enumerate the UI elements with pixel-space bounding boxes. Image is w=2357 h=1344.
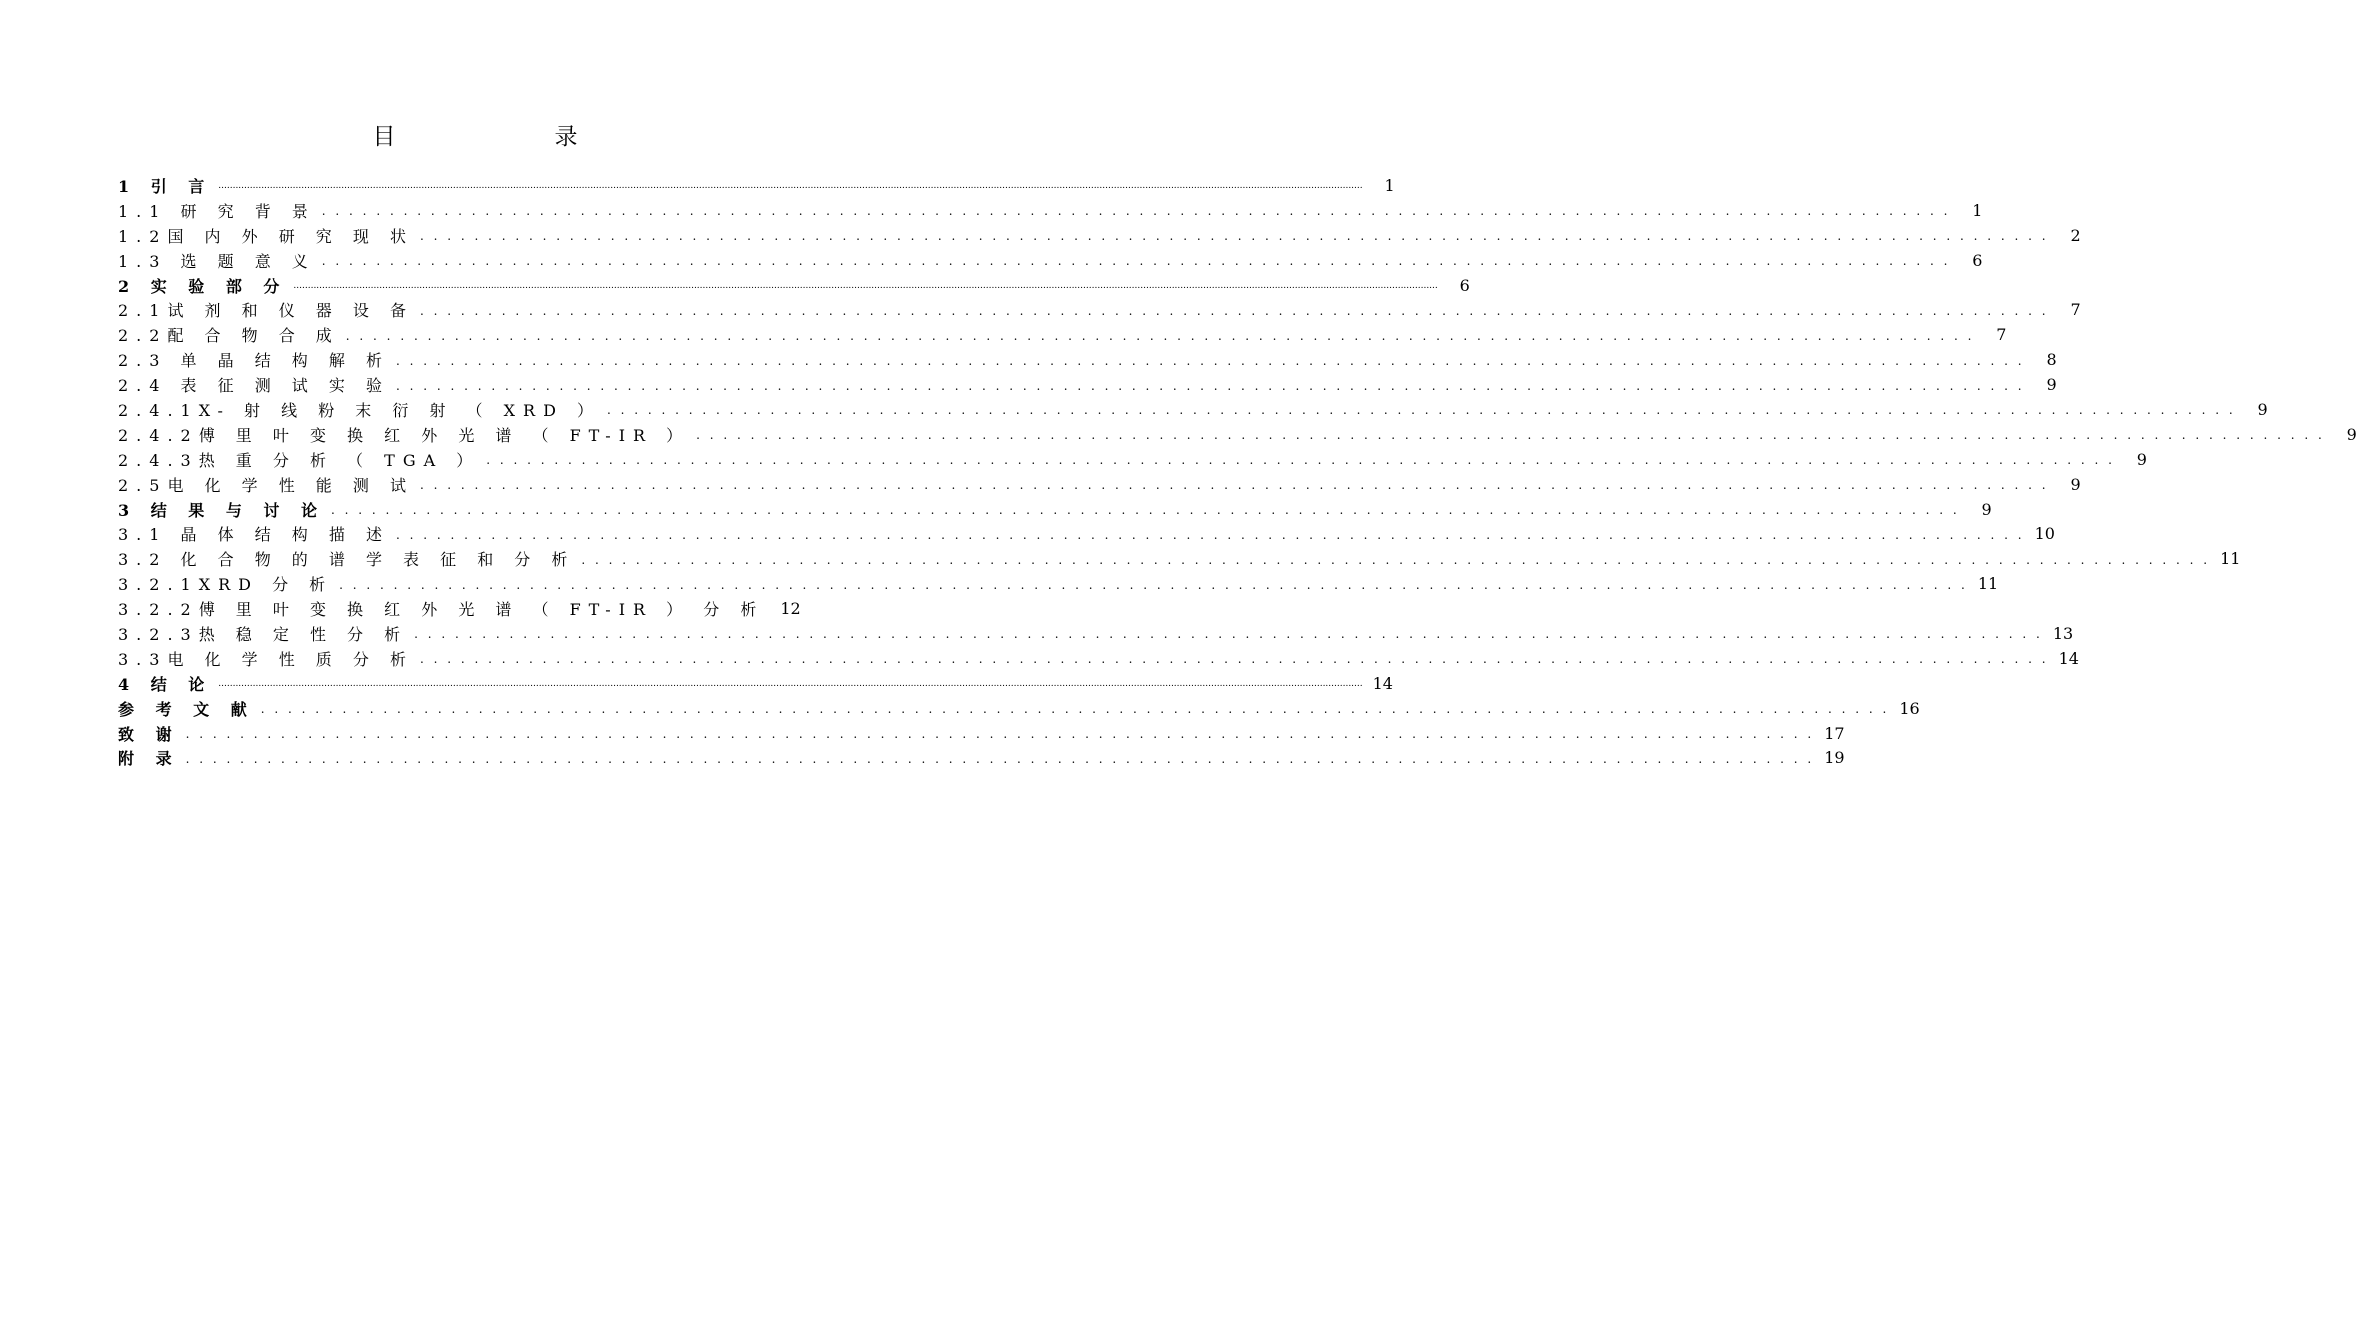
toc-entry-page-number: 11 [2220,549,2241,569]
toc-entry[interactable] [118,397,2268,422]
dot-leader: . . . . . . . . . . . . . . . . . . . . . . . . . . . . . . . . . . . . . . . . . . . . . . . . . . . . . . . . . . . . . . . . . . . . . . . . . . . . . . . . . . . . . . . . . . . . . . . . . . . . . . . . . . . . . . . . . . . . . . . . [581,552,2211,567]
toc-entry-page-number: 14 [2058,648,2079,668]
toc-entry-label: 3.1 晶 体 结 构 描 述 [118,525,390,545]
toc-entry-label: 1.1 研 究 背 景 [118,201,316,221]
dot-leader: . . . . . . . . . . . . . . . . . . . . . . . . . . . . . . . . . . . . . . . . . . . . . . . . . . . . . . . . . . . . . . . . . . . . . . . . . . . . . . . . . . . . . . . . . . . . . . . . . . . . . . . . . . . . . . . . . . . . . . . . [486,453,2115,468]
toc-entry-label: 1.3 选 题 意 义 [118,251,316,271]
toc-entry-page-number: 1 [1972,200,1983,220]
toc-entry[interactable] [118,223,2081,248]
dot-leader: ................................................................................................................................................................................................................................................................................................................................................................................................................ [218,679,1363,690]
toc-entry-label: 1.2国 内 外 研 究 现 状 [118,226,414,246]
toc-entry-label: 4 结 论 [118,674,213,694]
toc-entry[interactable] [118,372,2057,397]
toc-entry-label: 2.3 单 晶 结 构 解 析 [118,351,390,371]
dot-leader: . . . . . . . . . . . . . . . . . . . . . . . . . . . . . . . . . . . . . . . . . . . . . . . . . . . . . . . . . . . . . . . . . . . . . . . . . . . . . . . . . . . . . . . . . . . . . . . . . . . . . . . . . . . . . . . . . . . . . . . . [339,577,1968,592]
dot-leader: . . . . . . . . . . . . . . . . . . . . . . . . . . . . . . . . . . . . . . . . . . . . . . . . . . . . . . . . . . . . . . . . . . . . . . . . . . . . . . . . . . . . . . . . . . . . . . . . . . . . . . . . . . . . . . . . . . . . . . . . [419,478,2049,493]
toc-entry-page-number: 1 [1384,175,1395,195]
toc-entry-page-number: 9 [1981,499,1992,519]
toc-entry[interactable] [118,322,2007,347]
toc-entry-page-number: 11 [1977,574,1999,594]
toc-entry-page-number: 8 [2046,350,2057,370]
dot-leader: . . . . . . . . . . . . . . . . . . . . . . . . . . . . . . . . . . . . . . . . . . . . . . . . . . . . . . . . . . . . . . . . . . . . . . . . . . . . . . . . . . . . . . . . . . . . . . . . . . . . . . . . . . . . . . . . . . . . . . . . [395,378,2025,393]
toc-entry-page-number: 6 [1972,250,1983,270]
toc-entry-page-number: 19 [1824,748,1845,768]
dot-leader: . . . . . . . . . . . . . . . . . . . . . . . . . . . . . . . . . . . . . . . . . . . . . . . . . . . . . . . . . . . . . . . . . . . . . . . . . . . . . . . . . . . . . . . . . . . . . . . . . . . . . . . . . . . . . . . . . . . . . . . . [185,751,1815,766]
toc-entry[interactable] [118,422,2357,447]
dot-leader: . . . . . . . . . . . . . . . . . . . . . . . . . . . . . . . . . . . . . . . . . . . . . . . . . . . . . . . . . . . . . . . . . . . . . . . . . . . . . . . . . . . . . . . . . . . . . . . . . . . . . . . . . . . . . . . . . . . . . . . . [331,503,1960,518]
toc-entry-label: 2 实 验 部 分 [118,276,288,296]
toc-entry[interactable] [118,497,1992,522]
toc-entry[interactable] [118,198,1983,223]
toc-entry[interactable] [118,646,2079,671]
dot-leader: . . . . . . . . . . . . . . . . . . . . . . . . . . . . . . . . . . . . . . . . . . . . . . . . . . . . . . . . . . . . . . . . . . . . . . . . . . . . . . . . . . . . . . . . . . . . . . . . . . . . . . . . . . . . . . . . . . . . . . . . [414,627,2043,642]
toc-entry[interactable] [118,745,1845,770]
toc-entry-page-number: 6 [1459,275,1470,295]
toc-entry-page-number: 9 [2346,424,2357,444]
dot-leader: . . . . . . . . . . . . . . . . . . . . . . . . . . . . . . . . . . . . . . . . . . . . . . . . . . . . . . . . . . . . . . . . . . . . . . . . . . . . . . . . . . . . . . . . . . . . . . . . . . . . . . . . . . . . . . . . . . . . . . . . [345,328,1975,343]
toc-entry-page-number: 13 [2052,623,2074,643]
table-of-contents [118,173,2357,770]
dot-leader: . . . . . . . . . . . . . . . . . . . . . . . . . . . . . . . . . . . . . . . . . . . . . . . . . . . . . . . . . . . . . . . . . . . . . . . . . . . . . . . . . . . . . . . . . . . . . . . . . . . . . . . . . . . . . . . . . . . . . . . . [260,702,1890,717]
toc-entry-page-number: 9 [2070,474,2081,494]
toc-entry[interactable] [118,696,1920,721]
toc-entry[interactable] [118,546,2241,571]
toc-entry[interactable] [118,521,2055,546]
toc-entry[interactable] [118,248,1983,273]
toc-entry[interactable] [118,671,1393,696]
toc-entry-label: 2.2配 合 物 合 成 [118,326,340,346]
toc-entry-page-number: 2 [2070,225,2081,245]
dot-leader: . . . . . . . . . . . . . . . . . . . . . . . . . . . . . . . . . . . . . . . . . . . . . . . . . . . . . . . . . . . . . . . . . . . . . . . . . . . . . . . . . . . . . . . . . . . . . . . . . . . . . . . . . . . . . . . . . . . . . . . . [321,254,1951,269]
toc-entry-label: 3.2.2傅 里 叶 变 换 红 外 光 谱 （ FT-IR ） 分 析 [118,600,765,620]
toc-entry[interactable] [118,571,1999,596]
toc-entry-page-number: 7 [1996,325,2007,345]
toc-entry-page-number: 17 [1824,723,1845,743]
dot-leader: . . . . . . . . . . . . . . . . . . . . . . . . . . . . . . . . . . . . . . . . . . . . . . . . . . . . . . . . . . . . . . . . . . . . . . . . . . . . . . . . . . . . . . . . . . . . . . . . . . . . . . . . . . . . . . . . . . . . . . . . [606,403,2236,418]
dot-leader: . . . . . . . . . . . . . . . . . . . . . . . . . . . . . . . . . . . . . . . . . . . . . . . . . . . . . . . . . . . . . . . . . . . . . . . . . . . . . . . . . . . . . . . . . . . . . . . . . . . . . . . . . . . . . . . . . . . . . . . . [321,204,1951,219]
toc-entry[interactable] [118,273,1470,298]
dot-leader: . . . . . . . . . . . . . . . . . . . . . . . . . . . . . . . . . . . . . . . . . . . . . . . . . . . . . . . . . . . . . . . . . . . . . . . . . . . . . . . . . . . . . . . . . . . . . . . . . . . . . . . . . . . . . . . . . . . . . . . . [419,652,2049,667]
toc-entry-label: 附 录 [118,749,180,769]
dot-leader: . . . . . . . . . . . . . . . . . . . . . . . . . . . . . . . . . . . . . . . . . . . . . . . . . . . . . . . . . . . . . . . . . . . . . . . . . . . . . . . . . . . . . . . . . . . . . . . . . . . . . . . . . . . . . . . . . . . . . . . . [185,727,1815,742]
dot-leader: ................................................................................................................................................................................................................................................................................................................................................................................................................ [218,181,1363,192]
toc-entry-label: 3.2.1XRD 分 析 [118,575,334,595]
dot-leader: . . . . . . . . . . . . . . . . . . . . . . . . . . . . . . . . . . . . . . . . . . . . . . . . . . . . . . . . . . . . . . . . . . . . . . . . . . . . . . . . . . . . . . . . . . . . . . . . . . . . . . . . . . . . . . . . . . . . . . . . [419,303,2049,318]
toc-entry-label: 2.4.2傅 里 叶 变 换 红 外 光 谱 （ FT-IR ） [118,425,691,445]
toc-entry-page-number: 9 [2257,399,2268,419]
toc-entry-label: 3.2 化 合 物 的 谱 学 表 征 和 分 析 [118,550,576,570]
toc-entry[interactable] [118,447,2147,472]
toc-entry-label: 3.3电 化 学 性 质 分 析 [118,649,414,669]
dot-leader: . . . . . . . . . . . . . . . . . . . . . . . . . . . . . . . . . . . . . . . . . . . . . . . . . . . . . . . . . . . . . . . . . . . . . . . . . . . . . . . . . . . . . . . . . . . . . . . . . . . . . . . . . . . . . . . . . . . . . . . . [395,353,2025,368]
toc-entry-page-number: 9 [2136,449,2147,469]
toc-entry-label: 3.2.3热 稳 定 性 分 析 [118,624,409,644]
toc-title: 目 录 [372,124,646,150]
toc-entry[interactable] [118,347,2057,372]
toc-entry-label: 2.4.3热 重 分 析 （ TGA ） [118,450,481,470]
toc-entry-label: 致 谢 [118,724,180,744]
toc-entry-page-number: 14 [1372,673,1393,693]
toc-entry-label: 参 考 文 献 [118,699,255,719]
toc-entry-label: 1 引 言 [118,176,213,196]
toc-entry-page-number: 16 [1899,698,1920,718]
toc-entry-label: 2.1试 剂 和 仪 器 设 备 [118,301,414,321]
toc-entry-page-number: 7 [2070,300,2081,320]
toc-entry-page-number: 9 [2046,375,2057,395]
toc-entry-label: 3 结 果 与 讨 论 [118,500,325,520]
toc-entry-label: 2.5电 化 学 性 能 测 试 [118,475,414,495]
toc-entry-label: 2.4 表 征 测 试 实 验 [118,376,390,396]
toc-entry[interactable] [118,721,1845,746]
toc-entry[interactable] [118,297,2081,322]
dot-leader: . . . . . . . . . . . . . . . . . . . . . . . . . . . . . . . . . . . . . . . . . . . . . . . . . . . . . . . . . . . . . . . . . . . . . . . . . . . . . . . . . . . . . . . . . . . . . . . . . . . . . . . . . . . . . . . . . . . . . . . . [395,527,2025,542]
dot-leader: ................................................................................................................................................................................................................................................................................................................................................................................................................ [293,281,1438,291]
toc-entry-label: 2.4.1X- 射 线 粉 末 衍 射 （ XRD ） [118,400,601,420]
dot-leader: . . . . . . . . . . . . . . . . . . . . . . . . . . . . . . . . . . . . . . . . . . . . . . . . . . . . . . . . . . . . . . . . . . . . . . . . . . . . . . . . . . . . . . . . . . . . . . . . . . . . . . . . . . . . . . . . . . . . . . . . [696,428,2325,443]
toc-entry-page-number: 12 [780,599,801,619]
toc-entry[interactable] [118,472,2081,497]
toc-entry[interactable] [118,621,2074,646]
toc-entry-page-number: 10 [2034,524,2055,544]
dot-leader: . . . . . . . . . . . . . . . . . . . . . . . . . . . . . . . . . . . . . . . . . . . . . . . . . . . . . . . . . . . . . . . . . . . . . . . . . . . . . . . . . . . . . . . . . . . . . . . . . . . . . . . . . . . . . . . . . . . . . . . . [419,229,2049,244]
toc-entry[interactable] [118,596,800,621]
toc-entry[interactable] [118,173,1395,198]
